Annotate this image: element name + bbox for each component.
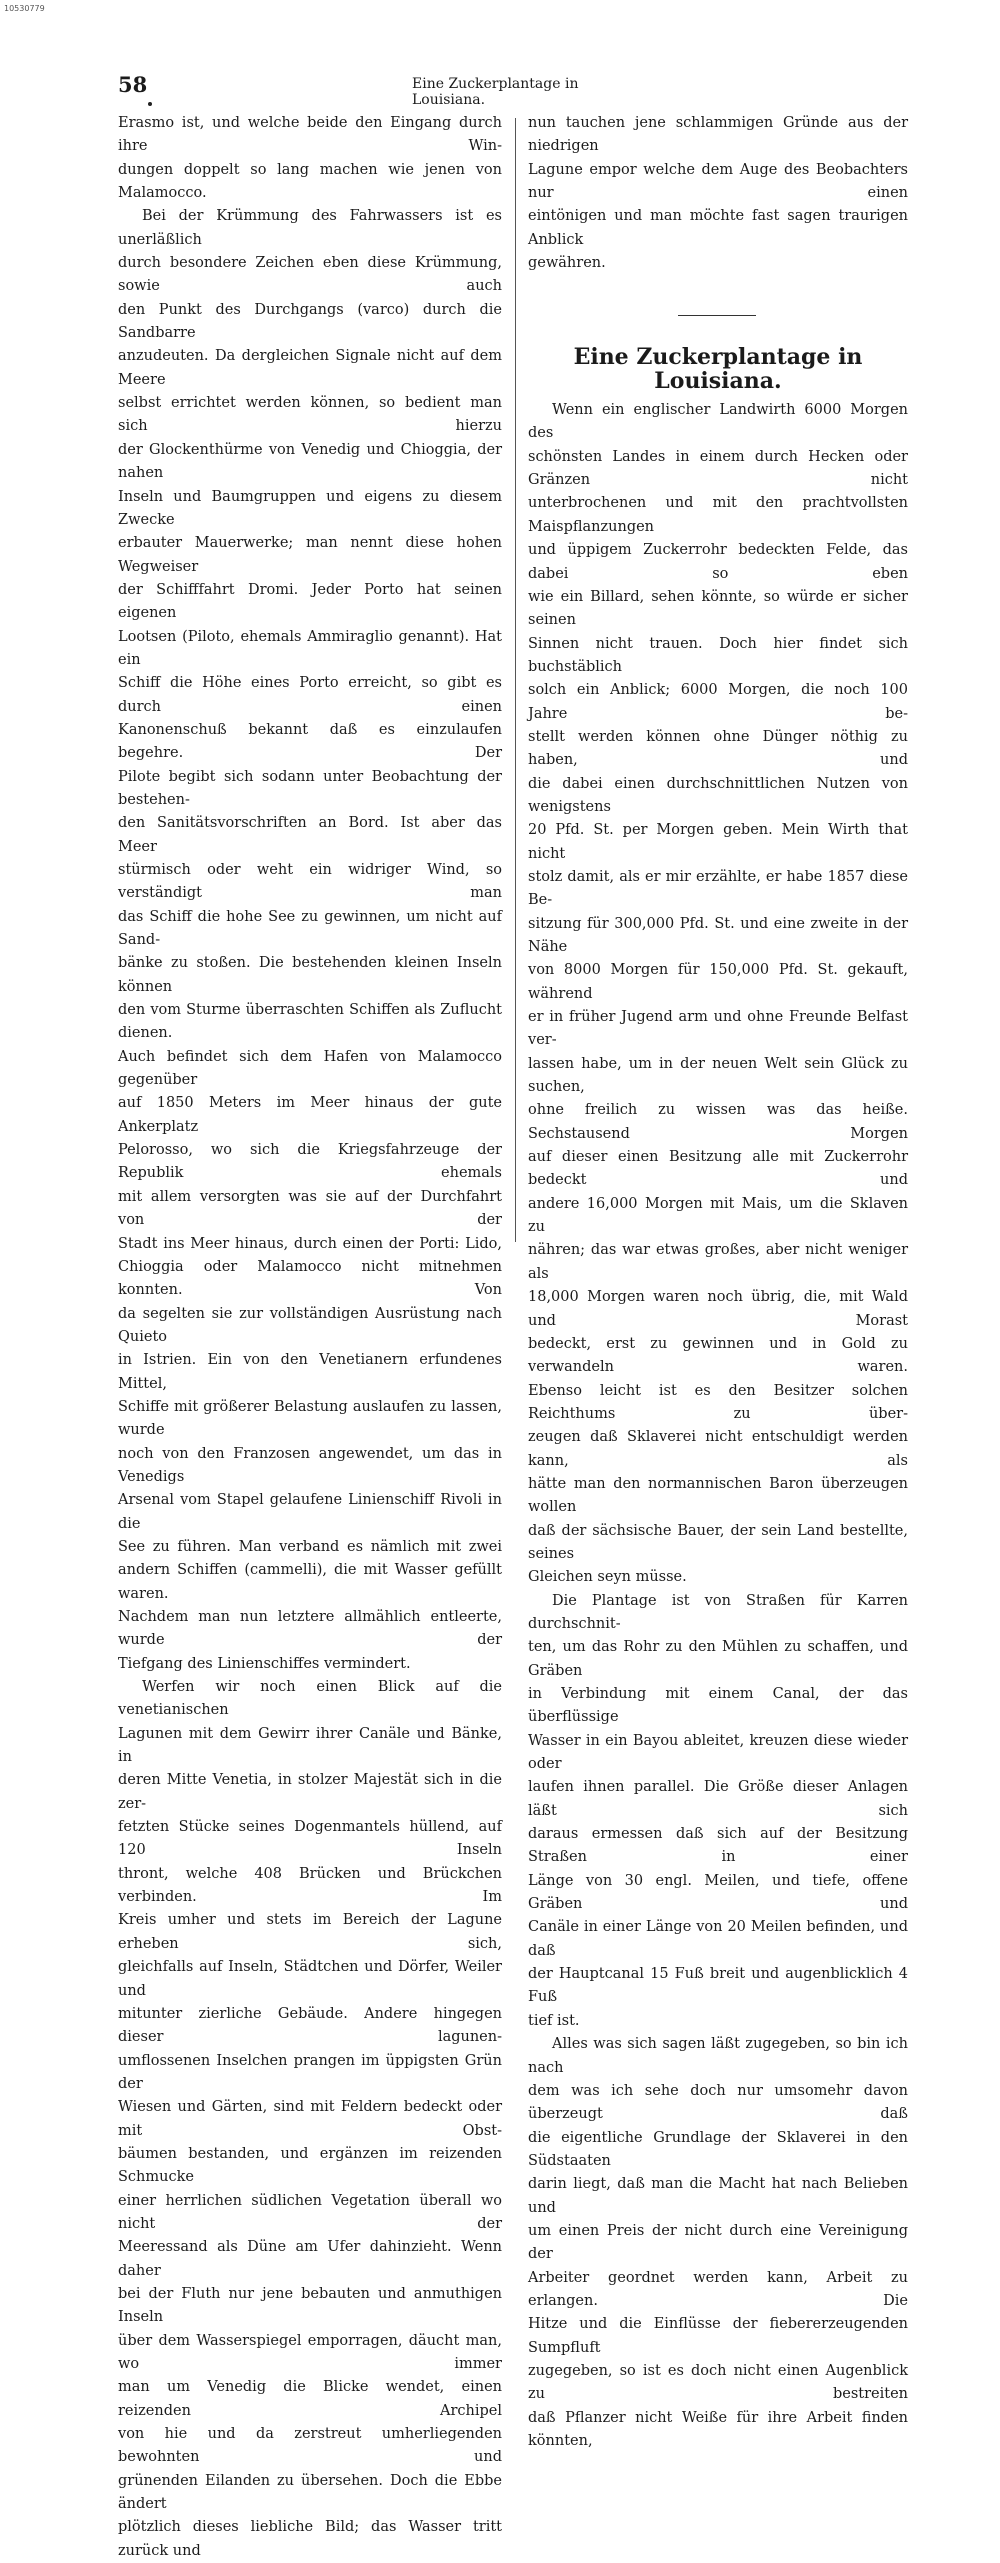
text-line: Lootsen (Piloto, ehemals Ammiraglio genannt). Hat ein (118, 628, 502, 668)
text-line: eintönigen und man möchte fast sagen traurigen Anblick (528, 208, 908, 248)
text-line: Tiefgang des Linienschiffes vermindert. (118, 1655, 411, 1672)
text-line: einer herrlichen südlichen Vegetation überall wo nicht der (118, 2192, 502, 2232)
text-line: gleichfalls auf Inseln, Städtchen und Dörfer, Weiler und (118, 1959, 502, 1999)
text-line: solch ein Anblick; 6000 Morgen, die noch 100 Jahre be- (528, 682, 908, 722)
text-line: von 8000 Morgen für 150,000 Pfd. St. gekauft, während (528, 962, 908, 1002)
text-line: Nachdem man nun letztere allmählich entleerte, wurde der (118, 1609, 502, 1649)
text-line: schönsten Landes in einem durch Hecken oder Gränzen nicht (528, 448, 908, 489)
text-line: den vom Sturme überraschten Schiffen als Zuflucht dienen. (118, 1002, 502, 1042)
text-line: stellt werden können ohne Dünger nöthig zu haben, und (528, 728, 908, 769)
text-line: umflossenen Inselchen prangen im üppigsten Grün der (118, 2052, 502, 2092)
text-line: hätte man den normannischen Baron überzeugen wollen (528, 1475, 908, 1516)
text-line: ohne freilich zu wissen was das heiße. Sechstausend Morgen (528, 1102, 908, 1142)
text-line: dungen doppelt so lang machen wie jenen von Malamocco. (118, 161, 502, 202)
text-line: Auch befindet sich dem Hafen von Malamocco gegenüber (118, 1048, 502, 1089)
text-line: den Sanitätsvorschriften an Bord. Ist aber das Meer (118, 815, 502, 855)
text-line: da segelten sie zur vollständigen Ausrüstung nach Quieto (118, 1305, 502, 1345)
text-line: bäumen bestanden, und ergänzen im reizenden Schmucke (118, 2145, 502, 2186)
text-line: daß der sächsische Bauer, der sein Land bestellte, seines (528, 1522, 908, 1562)
text-line: Arsenal vom Stapel gelaufene Linienschiff Rivoli in die (118, 1492, 502, 1532)
article-title: Eine Zuckerplantage in Louisiana. (573, 344, 863, 394)
text-line: Hitze und die Einflüsse der fiebererzeugenden Sumpfluft (528, 2316, 908, 2356)
text-line: erbauter Mauerwerke; man nennt diese hohen Wegweiser (118, 535, 502, 575)
text-line: selbst errichtet werden können, so bedient man sich hierzu (118, 395, 502, 435)
text-line: 18,000 Morgen waren noch übrig, die, mit Wald und Morast (528, 1289, 908, 1329)
text-line: laufen ihnen parallel. Die Größe dieser Anlagen läßt sich (528, 1779, 908, 1819)
text-line: dem was ich sehe doch nur umsomehr davon überzeugt daß (528, 2082, 908, 2123)
text-line: Kanonenschuß bekannt daß es einzulaufen begehre. Der (118, 721, 502, 762)
text-line: See zu führen. Man verband es nämlich mit zwei (118, 1538, 502, 1555)
text-line: thront, welche 408 Brücken und Brückchen verbinden. Im (118, 1865, 502, 1906)
section-separator (678, 315, 756, 316)
text-line: nähren; das war etwas großes, aber nicht weniger als (528, 1242, 908, 1282)
text-line: daß Pflanzer nicht Weiße für ihre Arbeit finden könnten, (528, 2409, 908, 2449)
text-line: bänke zu stoßen. Die bestehenden kleinen Inseln können (118, 955, 502, 995)
text-line: Sinnen nicht trauen. Doch hier findet sich buchstäblich (528, 635, 908, 675)
text-line: plötzlich dieses liebliche Bild; das Wasser tritt zurück und (118, 2519, 502, 2559)
text-line: Meeressand als Düne am Ufer dahinzieht. Wenn daher (118, 2239, 502, 2279)
text-line: deren Mitte Venetia, in stolzer Majestät sich in die zer- (118, 1772, 502, 1812)
text-line: Länge von 30 engl. Meilen, und tiefe, offene Gräben und (528, 1872, 908, 1913)
text-line: in Verbindung mit einem Canal, der das überflüssige (528, 1686, 908, 1726)
text-line: ten, um das Rohr zu den Mühlen zu schaffen, und Gräben (528, 1639, 908, 1679)
running-head: Eine Zuckerplantage in Louisiana. (412, 76, 579, 108)
text-line: noch von den Franzosen angewendet, um das in Venedigs (118, 1445, 502, 1485)
text-line: der Schifffahrt Dromi. Jeder Porto hat seinen eigenen (118, 581, 502, 622)
text-line: unterbrochenen und mit den prachtvollsten Maispflanzungen (528, 495, 908, 535)
text-line: fetzten Stücke seines Dogenmantels hüllend, auf 120 Inseln (118, 1819, 502, 1859)
text-line: Canäle in einer Länge von 20 Meilen befinden, und daß (528, 1919, 908, 1959)
article-body (528, 399, 908, 2453)
text-line: Bei der Krümmung des Fahrwassers ist es unerläßlich (118, 208, 502, 248)
text-line: lassen habe, um in der neuen Welt sein Glück zu suchen, (528, 1055, 908, 1096)
text-line: und üppigem Zuckerrohr bedeckten Felde, das dabei so eben (528, 542, 908, 582)
page-number: 58 (118, 72, 148, 97)
text-line: tief ist. (528, 2012, 580, 2029)
text-line: zugegeben, so ist es doch nicht einen Augenblick zu bestreiten (528, 2362, 908, 2403)
text-line: die dabei einen durchschnittlichen Nutzen von wenigstens (528, 775, 908, 815)
text-line: zeugen daß Sklaverei nicht entschuldigt werden kann, als (528, 1429, 908, 1469)
left-column (118, 112, 502, 2563)
text-line: man um Venedig die Blicke wendet, einen reizenden Archipel (118, 2379, 502, 2419)
text-line: auf dieser einen Besitzung alle mit Zuckerrohr bedeckt und (528, 1149, 908, 1189)
text-line: der Glockenthürme von Venedig und Chioggia, der nahen (118, 441, 502, 482)
text-line: stolz damit, als er mir erzählte, er habe 1857 diese Be- (528, 868, 908, 909)
text-line: 20 Pfd. St. per Morgen geben. Mein Wirth that nicht (528, 822, 908, 862)
text-line: stürmisch oder weht ein widriger Wind, so verständigt man (118, 862, 502, 902)
text-line: Stadt ins Meer hinaus, durch einen der Porti: Lido, (118, 1235, 502, 1252)
text-line: Inseln und Baumgruppen und eigens zu diesem Zwecke (118, 488, 502, 528)
text-line: anzudeuten. Da dergleichen Signale nicht auf dem Meere (118, 348, 502, 388)
text-line: auf 1850 Meters im Meer hinaus der gute Ankerplatz (118, 1095, 502, 1135)
text-line: er in früher Jugend arm und ohne Freunde Belfast ver- (528, 1009, 908, 1049)
column-rule (515, 118, 516, 1242)
text-line: sitzung für 300,000 Pfd. St. und eine zweite in der Nähe (528, 915, 908, 955)
text-line: grünenden Eilanden zu übersehen. Doch die Ebbe ändert (118, 2472, 502, 2513)
text-line: durch besondere Zeichen eben diese Krümmung, sowie auch (118, 255, 502, 295)
ink-dot (148, 102, 152, 106)
text-line: Werfen wir noch einen Blick auf die venetianischen (118, 1679, 502, 1719)
text-line: gewähren. (528, 255, 606, 272)
text-line: von hie und da zerstreut umherliegenden bewohnten und (118, 2426, 502, 2466)
text-line: Pelorosso, wo sich die Kriegsfahrzeuge der Republik ehemals (118, 1142, 502, 1182)
text-line: Alles was sich sagen läßt zugegeben, so bin ich nach (528, 2036, 908, 2076)
text-line: Gleichen seyn müsse. (528, 1569, 687, 1586)
text-line: Wasser in ein Bayou ableitet, kreuzen diese wieder oder (528, 1732, 908, 1773)
text-line: Kreis umher und stets im Bereich der Lagune erheben sich, (118, 1912, 502, 1952)
text-line: Lagunen mit dem Gewirr ihrer Canäle und Bänke, in (118, 1725, 502, 1766)
text-line: darin liegt, daß man die Macht hat nach Belieben und (528, 2176, 908, 2216)
text-line: Arbeiter geordnet werden kann, Arbeit zu erlangen. Die (528, 2269, 908, 2309)
text-line: Ebenso leicht ist es den Besitzer solchen Reichthums zu über- (528, 1382, 908, 1422)
text-line: über dem Wasserspiegel emporragen, däucht man, wo immer (118, 2332, 502, 2372)
text-line: Die Plantage ist von Straßen für Karren durchschnit- (528, 1592, 908, 1632)
text-line: in Istrien. Ein von den Venetianern erfundenes Mittel, (118, 1352, 502, 1392)
text-line: daraus ermessen daß sich auf der Besitzung Straßen in einer (528, 1826, 908, 1866)
continued-text (528, 112, 908, 275)
text-line: Schiffe mit größerer Belastung auslaufen zu lassen, wurde (118, 1398, 502, 1439)
text-line: Lagune empor welche dem Auge des Beobachters nur einen (528, 161, 908, 202)
text-line: der Hauptcanal 15 Fuß breit und augenblicklich 4 Fuß (528, 1966, 908, 2006)
text-line: den Punkt des Durchgangs (varco) durch die Sandbarre (118, 301, 502, 342)
text-line: wie ein Billard, sehen könnte, so würde er sicher seinen (528, 588, 908, 629)
text-line: andere 16,000 Morgen mit Mais, um die Sklaven zu (528, 1195, 908, 1236)
text-line: das Schiff die hohe See zu gewinnen, um nicht auf Sand- (118, 908, 502, 949)
text-line: die eigentliche Grundlage der Sklaverei in den Südstaaten (528, 2129, 908, 2169)
text-line: mitunter zierliche Gebäude. Andere hingegen dieser lagunen- (118, 2005, 502, 2046)
right-column (528, 112, 908, 2453)
text-line: Pilote begibt sich sodann unter Beobachtung der bestehen- (118, 768, 502, 808)
text-line: Chioggia oder Malamocco nicht mitnehmen konnten. Von (118, 1258, 502, 1299)
text-line: nun tauchen jene schlammigen Gründe aus der niedrigen (528, 115, 908, 155)
text-line: Wenn ein englischer Landwirth 6000 Morgen des (528, 402, 908, 442)
catalog-id: 10530779 (4, 4, 45, 13)
text-line: mit allem versorgten was sie auf der Durchfahrt von der (118, 1188, 502, 1229)
text-line: andern Schiffen (cammelli), die mit Wasser gefüllt waren. (118, 1562, 502, 1602)
text-line: Schiff die Höhe eines Porto erreicht, so gibt es durch einen (118, 675, 502, 715)
text-line: bei der Fluth nur jene bebauten und anmuthigen Inseln (118, 2285, 502, 2326)
text-line: Erasmo ist, und welche beide den Eingang durch ihre Win- (118, 115, 502, 155)
text-line: Wiesen und Gärten, sind mit Feldern bedeckt oder mit Obst- (118, 2099, 502, 2139)
text-line: um einen Preis der nicht durch eine Vereinigung der (528, 2222, 908, 2263)
text-line: bedeckt, erst zu gewinnen und in Gold zu verwandeln waren. (528, 1335, 908, 1376)
